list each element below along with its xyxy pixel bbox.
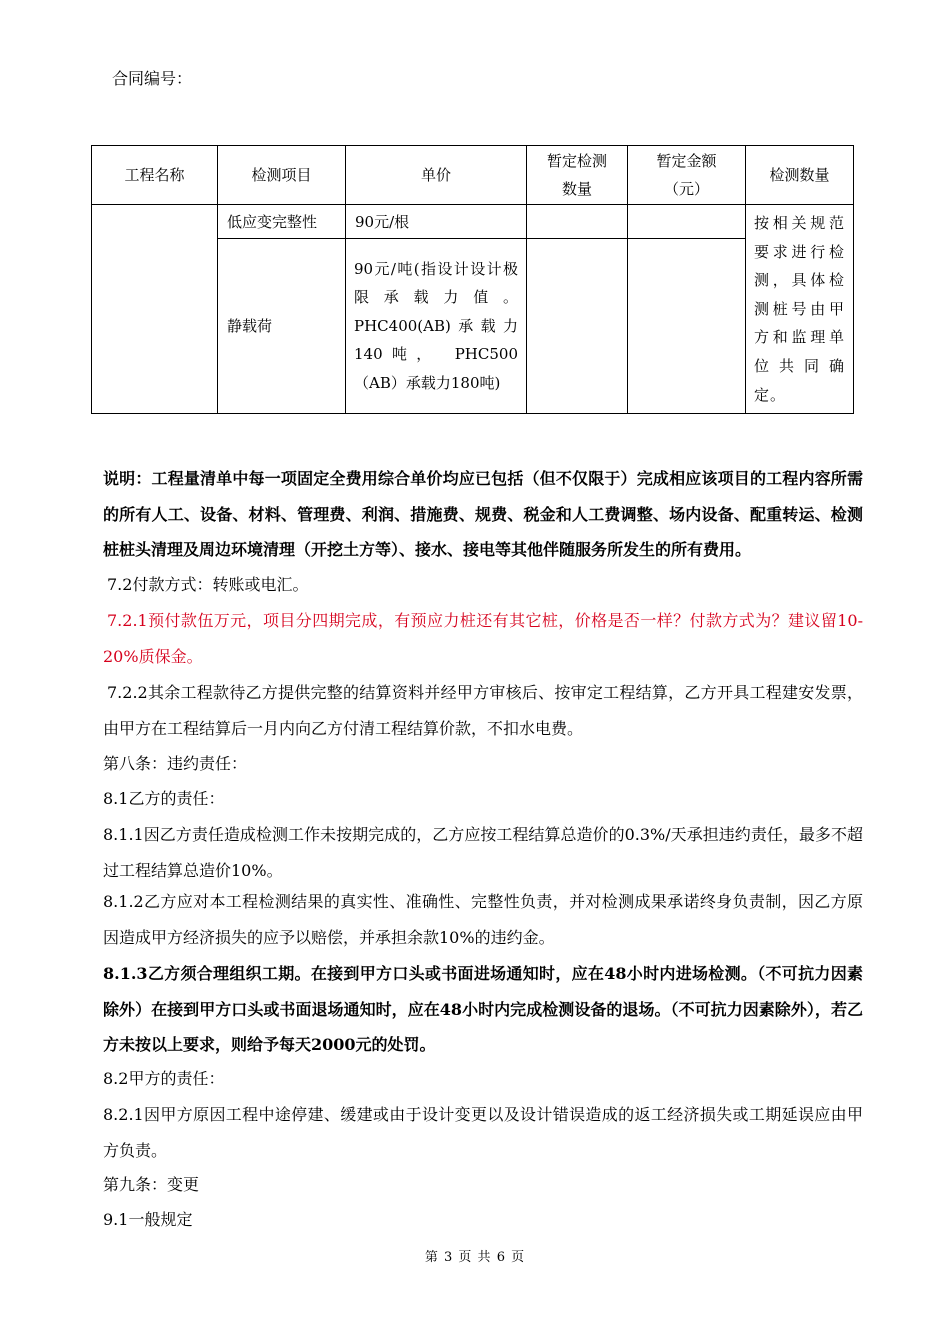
clause-8-1: 8.1乙方的责任：	[103, 789, 225, 808]
header-est-qty-line2: 数量	[561, 180, 592, 198]
cell-est-qty	[527, 205, 628, 239]
clause-8-1-3: 8.1.3乙方须合理组织工期。在接到甲方口头或书面进场通知时，应在48小时内进场检测。（不可抗力因素除外）在接到甲方口头或书面退场通知时，应在48小时内完成检测设备的退场。（不可抗力因素除外），若乙方未按以上要求，则给予每天2000元的处罚。	[103, 964, 863, 1054]
clause-8-2-1: 8.2.1因甲方原因工程中途停建、缓建或由于设计变更以及设计错误造成的返工经济损失或工期延误应由甲方负责。	[103, 1105, 863, 1160]
cell-price: 90元/吨(指设计设计极限承载力值。PHC400(AB)承载力140吨， PHC500（AB）承载力180吨)	[346, 239, 527, 414]
header-est-amount-line2: （元）	[663, 180, 709, 198]
header-est-qty	[527, 146, 628, 205]
header-est-qty-line1: 暂定检测	[546, 152, 607, 170]
clause-8-1-2: 8.1.2乙方应对本工程检测结果的真实性、准确性、完整性负责，并对检测成果承诺终身负责制，因乙方原因造成甲方经济损失的应予以赔偿，并承担余款10%的违约金。	[103, 892, 863, 947]
cell-project-name	[92, 205, 218, 414]
cell-price: 90元/根	[346, 205, 527, 239]
clause-7-2-1: 7.2.1预付款伍万元，项目分四期完成，有预应力桩还有其它桩，价格是否一样？付款方式为？建议留10-20%质保金。	[103, 611, 863, 666]
article-8-heading: 第八条：违约责任：	[103, 754, 248, 773]
cell-item: 静载荷	[218, 239, 346, 414]
header-est-amount	[628, 146, 746, 205]
article-9-heading: 第九条：变更	[103, 1175, 200, 1194]
cell-est-amount	[628, 239, 746, 414]
pricing-note: 说明：工程量清单中每一项固定全费用综合单价均应已包括（但不仅限于）完成相应该项目的工程内容所需的所有人工、设备、材料、管理费、利润、措施费、规费、税金和人工费调整、场内设备、配重转运、检测桩桩头清理及周边环境清理（开挖土方等）、接水、接电等其他伴随服务所发生的所有费用。	[103, 469, 863, 559]
clause-7-2: 7.2付款方式：转账或电汇。	[107, 575, 309, 594]
contract-number-label: 合同编号：	[112, 69, 193, 88]
header-unit-price: 单价	[346, 146, 527, 205]
cell-item: 低应变完整性	[218, 205, 346, 239]
header-project-name: 工程名称	[92, 146, 218, 205]
cell-test-count: 按相关规范要求进行检测，具体检测桩号由甲方和监理单位共同确定。	[746, 205, 854, 414]
table-row	[92, 205, 854, 239]
header-test-count: 检测数量	[746, 146, 854, 205]
header-test-item: 检测项目	[218, 146, 346, 205]
price-table	[91, 145, 854, 414]
table-header-row	[92, 146, 854, 205]
cell-est-amount	[628, 205, 746, 239]
cell-est-qty	[527, 239, 628, 414]
clause-7-2-2: 7.2.2其余工程款待乙方提供完整的结算资料并经甲方审核后、按审定工程结算，乙方开具工程建安发票，由甲方在工程结算后一月内向乙方付清工程结算价款，不扣水电费。	[103, 683, 863, 738]
header-est-amount-line1: 暂定金额	[656, 152, 717, 170]
clause-8-1-1: 8.1.1因乙方责任造成检测工作未按期完成的，乙方应按工程结算总造价的0.3%/天承担违约责任，最多不超过工程结算总造价10%。	[103, 825, 863, 880]
clause-8-2: 8.2甲方的责任：	[103, 1069, 225, 1088]
clause-9-1: 9.1一般规定	[103, 1210, 193, 1229]
page-footer: 第 3 页 共 6 页	[424, 1250, 526, 1265]
